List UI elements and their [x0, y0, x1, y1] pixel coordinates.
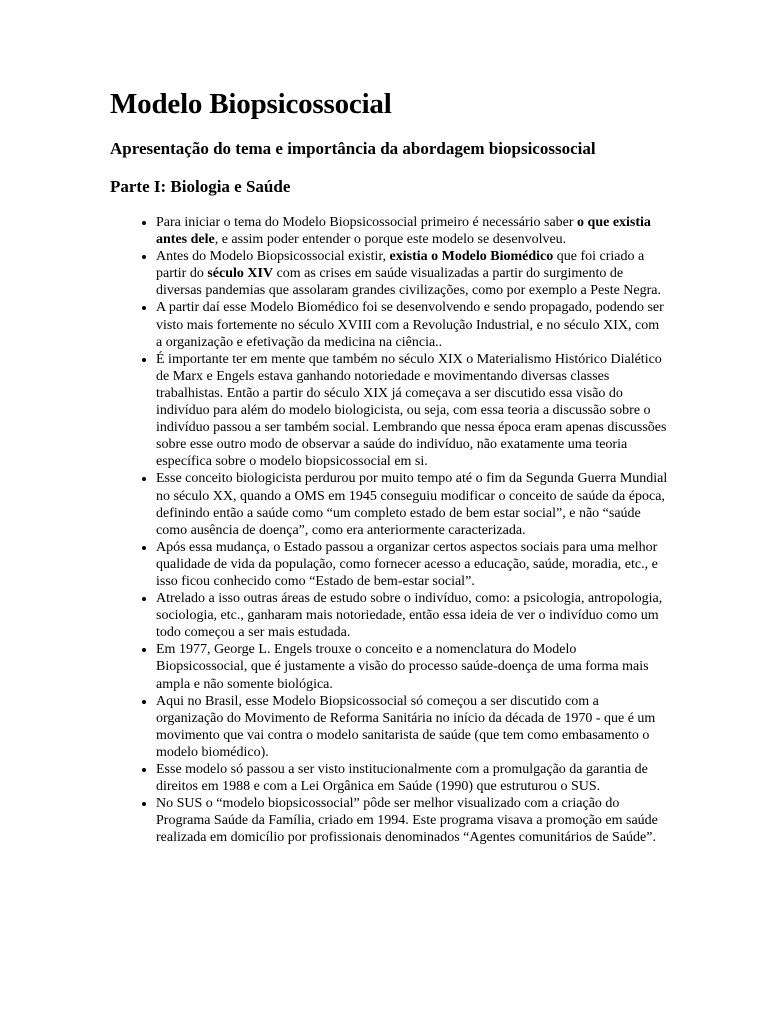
text-span: No SUS o “modelo biopsicossocial” pôde ser melhor visualizado com a criação do Programa Saúde da Família, criado em 1994. Este programa visava a promoção em saúde realizada em domicílio por profissionais denominados “Agentes comunitários de Saúde”. [156, 796, 658, 846]
text-span: Em 1977, George L. Engels trouxe o conceito e a nomenclatura do Modelo Biopsicossocial, que é justamente a visão do processo saúde-doença de uma forma mais ampla e não somente biológica. [156, 642, 649, 692]
list-item [156, 214, 668, 248]
text-span: Esse conceito biologicista perdurou por muito tempo até o fim da Segunda Guerra Mundial no século XX, quando a OMS em 1945 conseguiu modificar o conceito de saúde da época, definindo então a saúde como “um completo estado de bem estar social”, e não “saúde como ausência de doença”, como era anteriormente caracterizada. [156, 471, 668, 538]
document-subtitle: Apresentação do tema e importância da abordagem biopsicossocial [110, 139, 596, 158]
text-span: com as crises em saúde visualizadas a partir do surgimento de diversas pandemias que assolaram grandes civilizações, como por exemplo a Peste Negra. [156, 266, 661, 299]
bold-text: século XIV [207, 266, 274, 282]
section-heading: Parte I: Biologia e Saúde [110, 177, 291, 196]
list-item [156, 539, 668, 590]
text-span: É importante ter em mente que também no século XIX o Materialismo Histórico Dialético de Marx e Engels estava ganhando notoriedade e movimentando diversas classes trabalhistas. Então a partir do século XIX já começava a ser discutido essa visão do indivíduo para além do modelo biologicista, ou seja, com essa teoria a discussão sobre o indivíduo passou a ser também social. Lembrando que nessa época eram apenas discussões sobre esse outro modo de observar a saúde do indivíduo, não exatamente uma teoria específica sobre o modelo biopsicossocial em si. [156, 351, 667, 470]
document-title: Modelo Biopsicossocial [110, 88, 392, 120]
bold-text: existia o Modelo Biomédico [389, 249, 554, 265]
text-span: Esse modelo só passou a ser visto institucionalmente com a promulgação da garantia de direitos em 1988 e com a Lei Orgânica em Saúde (1990) que estruturou o SUS. [156, 762, 648, 795]
text-span: Antes do Modelo Biopsicossocial existir, [156, 249, 390, 265]
list-item [156, 299, 668, 350]
list-item [156, 761, 668, 795]
text-span: , e assim poder entender o porque este modelo se desenvolveu. [214, 232, 567, 248]
text-span: que foi criado a partir do [156, 249, 645, 282]
text-span: Após essa mudança, o Estado passou a organizar certos aspectos sociais para uma melhor qualidade de vida da população, como fornecer acesso a educação, saúde, moradia, etc., e isso ficou conhecido como “Estado de bem-estar social”. [156, 539, 658, 589]
list-item [156, 590, 668, 641]
list-item [156, 795, 668, 846]
list-item [156, 693, 668, 761]
list-item [156, 641, 668, 692]
bullet-list [110, 214, 668, 846]
list-item [156, 470, 668, 538]
text-span: Atrelado a isso outras áreas de estudo sobre o indivíduo, como: a psicologia, antropologia, sociologia, etc., ganharam mais notoriedade, então essa ideia de ver o indivíduo como um todo começou a ser mais estudada. [156, 591, 663, 641]
text-span: Para iniciar o tema do Modelo Biopsicossocial primeiro é necessário saber [156, 215, 578, 230]
text-span: A partir daí esse Modelo Biomédico foi se desenvolvendo e sendo propagado, podendo ser visto mais fortemente no século XVIII com a Revolução Industrial, e no século XIX, com a organização e efetivação da medicina na ciência.. [156, 300, 664, 350]
list-item [156, 248, 668, 299]
bold-text: o que existia antes dele [156, 215, 651, 248]
list-item [156, 351, 668, 471]
text-span: Aqui no Brasil, esse Modelo Biopsicossocial só começou a ser discutido com a organização do Movimento de Reforma Sanitária no início da década de 1970 - que é um movimento que vai contra o modelo sanitarista de saúde (que tem como embasamento o modelo biomédico). [156, 693, 656, 760]
